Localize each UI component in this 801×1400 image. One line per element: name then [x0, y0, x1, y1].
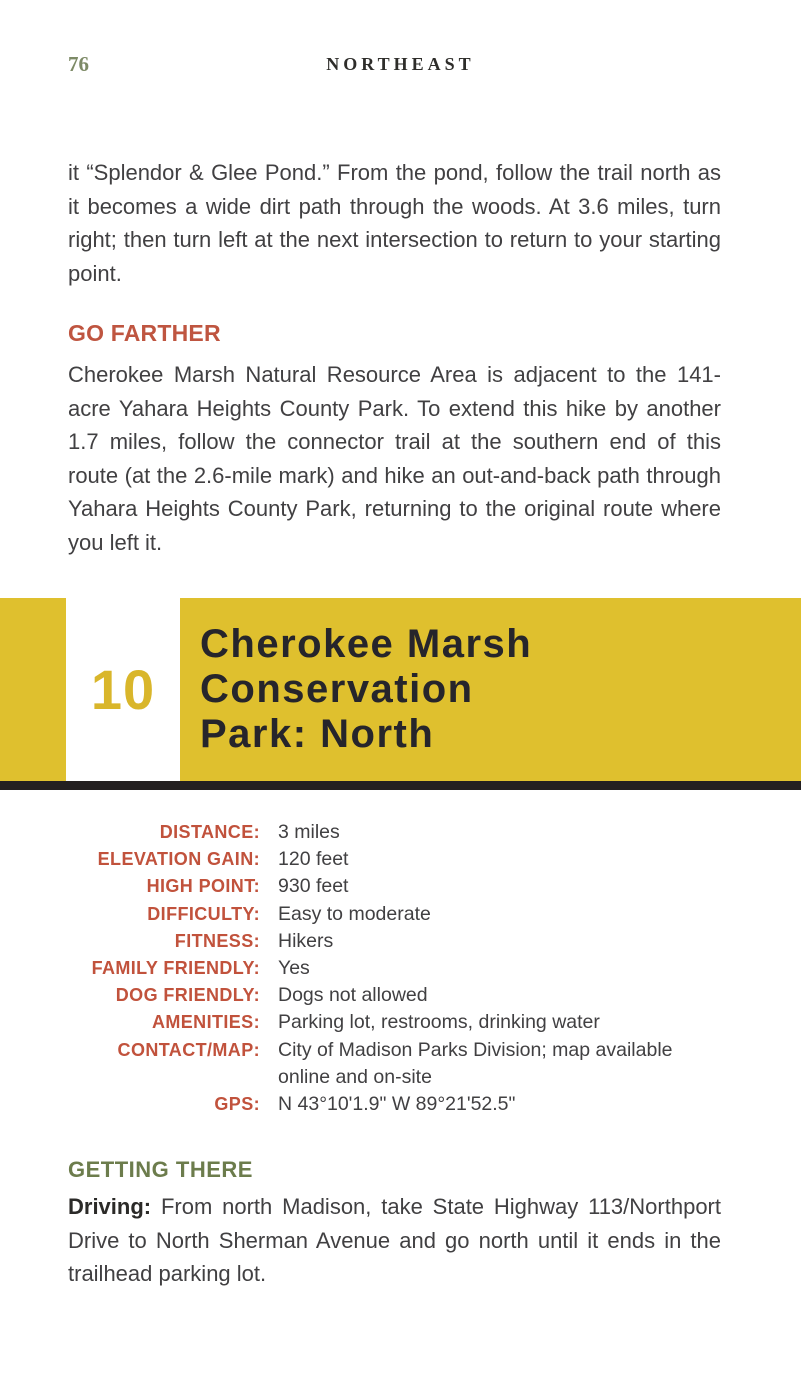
- stat-row-elevation-gain: [68, 846, 721, 873]
- page-number: 76: [68, 52, 89, 76]
- stat-label: AMENITIES:: [151, 1012, 260, 1033]
- driving-paragraph: [68, 1190, 721, 1291]
- stat-value: 120 feet: [278, 848, 349, 871]
- banner-title-block: [180, 598, 801, 781]
- stat-row-gps: [68, 1091, 721, 1118]
- stat-value: Yes: [278, 957, 310, 980]
- go-farther-paragraph: Cherokee Marsh Natural Resource Area is adjacent to the 141-acre Yahara Heights County Park. To extend this hike by another 1.7 miles, follow the connector trail at the southern end of this route (at the 2.6-mile mark) and hike an out-and-back path through Yahara Heights County Park, returning to the original route where you left it.: [68, 362, 721, 555]
- banner-left-bar: [0, 598, 66, 781]
- stat-row-distance: [68, 819, 721, 846]
- stat-value: 930 feet: [278, 875, 349, 898]
- section-title: NORTHEAST: [326, 54, 475, 74]
- driving-label: Driving:: [68, 1194, 152, 1219]
- stat-row-high-point: [68, 873, 721, 900]
- hike-number: 10: [90, 658, 156, 721]
- running-head: [0, 52, 801, 82]
- stat-label: DIFFICULTY:: [147, 903, 260, 924]
- hike-banner: [0, 598, 801, 781]
- stat-label: DISTANCE:: [159, 822, 260, 842]
- stat-row-amenities: [68, 1009, 721, 1036]
- go-farther-heading: GO FARTHER: [68, 320, 221, 347]
- intro-paragraph: it “Splendor & Glee Pond.” From the pond, follow the trail north as it becomes a wide dirt path through the woods. At 3.6 miles, turn right; then turn left at the next intersection to return to your starting point.: [68, 160, 721, 286]
- stat-value: 3 miles: [278, 821, 340, 843]
- hike-number-strip: [66, 598, 180, 781]
- hike-title-line1: Cherokee Marsh: [200, 622, 533, 666]
- hike-title: [180, 622, 532, 757]
- driving-text: From north Madison, take State Highway 113/Northport Drive to North Sherman Avenue and go north until it ends in the trailhead parking lot.: [68, 1194, 721, 1286]
- stat-value: Easy to moderate: [278, 902, 431, 925]
- stat-label: FAMILY FRIENDLY:: [91, 958, 260, 979]
- stat-value: Hikers: [278, 929, 334, 952]
- hike-stats: [68, 819, 721, 1118]
- stat-label: GPS:: [214, 1094, 260, 1115]
- stat-row-difficulty: [68, 901, 721, 928]
- divider-bar: [0, 781, 801, 790]
- stat-value: N 43°10'1.9" W 89°21'52.5": [278, 1093, 516, 1116]
- stat-row-contact-map: [68, 1037, 721, 1091]
- stat-value: City of Madison Parks Division; map available online and on-site: [278, 1038, 673, 1088]
- stat-label: CONTACT/MAP:: [117, 1039, 260, 1060]
- stat-value: Dogs not allowed: [278, 984, 428, 1007]
- stat-label: HIGH POINT:: [146, 876, 260, 897]
- stat-value: Parking lot, restrooms, drinking water: [278, 1011, 600, 1034]
- stat-row-dog-friendly: [68, 982, 721, 1009]
- stat-label: FITNESS:: [174, 930, 260, 951]
- hike-title-line2: Conservation: [200, 667, 474, 711]
- stat-row-fitness: [68, 928, 721, 955]
- stat-label: ELEVATION GAIN:: [97, 849, 260, 870]
- stat-label: DOG FRIENDLY:: [115, 985, 260, 1006]
- stat-row-family-friendly: [68, 955, 721, 982]
- getting-there-heading: GETTING THERE: [68, 1157, 253, 1183]
- hike-title-line3: Park: North: [200, 712, 435, 756]
